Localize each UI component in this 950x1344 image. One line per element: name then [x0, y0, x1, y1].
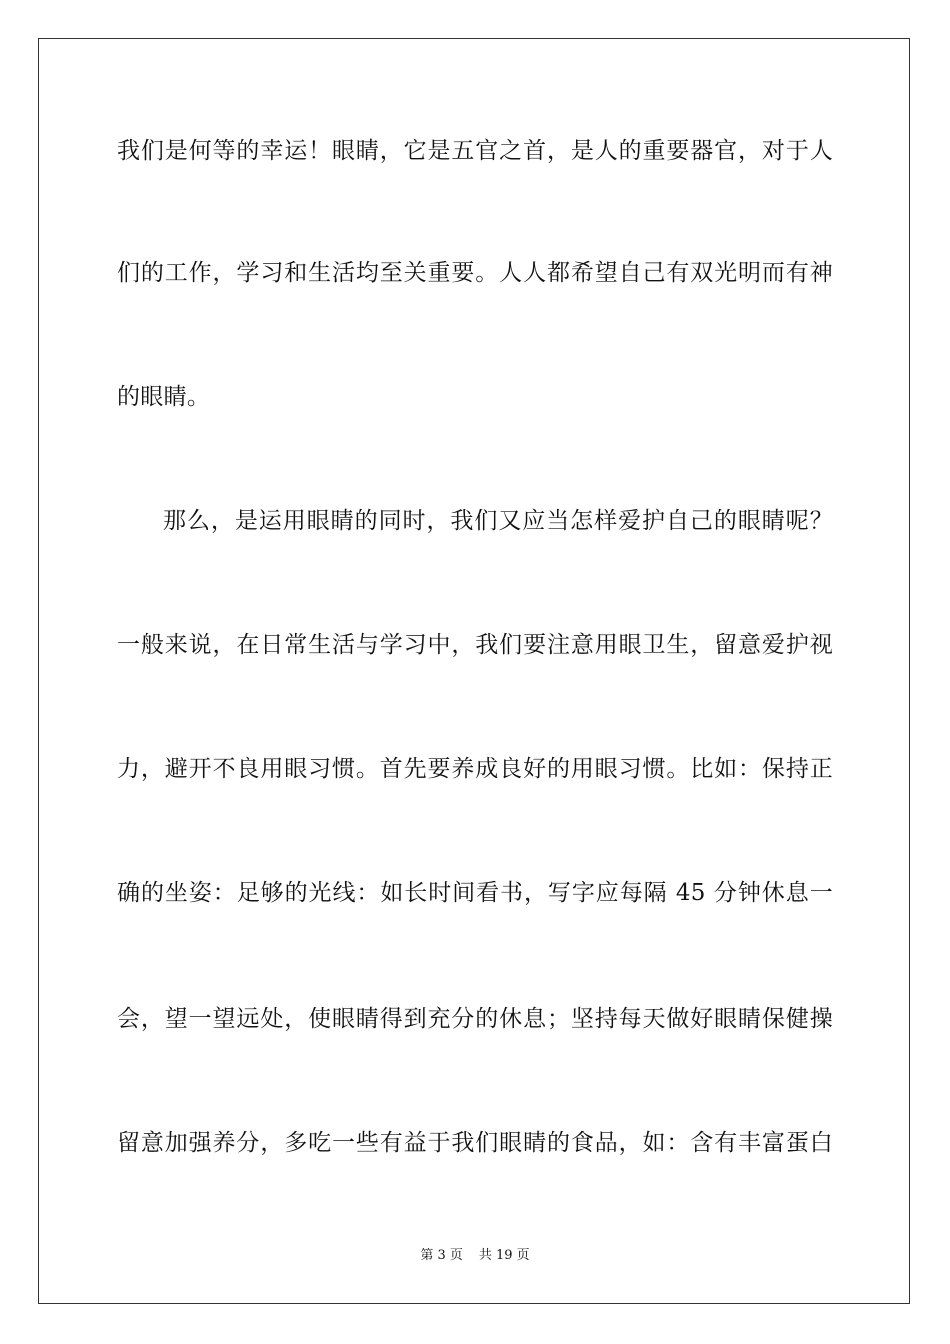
text-line-1: 我们是何等的幸运！眼睛，它是五官之首，是人的重要器官，对于人 [117, 138, 833, 164]
text-line-6: 力，避开不良用眼习惯。首先要养成良好的用眼习惯。比如：保持正 [117, 756, 833, 782]
text-line-9: 留意加强养分，多吃一些有益于我们眼睛的食品，如：含有丰富蛋白 [117, 1130, 833, 1156]
page-total: 共 19 页 [478, 1248, 530, 1263]
text-line-3: 的眼睛。 [117, 384, 211, 410]
text-line-7: 确的坐姿：足够的光线：如长时间看书，写字应每隔 45 分钟休息一 [117, 880, 833, 906]
text-line-4: 那么，是运用眼睛的同时，我们又应当怎样爱护自己的眼睛呢？ [163, 508, 833, 534]
text-line-2: 们的工作，学习和生活均至关重要。人人都希望自己有双光明而有神 [117, 260, 833, 286]
page-footer [0, 1248, 950, 1264]
text-line-5: 一般来说，在日常生活与学习中，我们要注意用眼卫生，留意爱护视 [117, 632, 833, 658]
page-frame [38, 38, 910, 1304]
page-number: 第 3 页 [420, 1248, 463, 1263]
text-line-8: 会，望一望远处，使眼睛得到充分的休息；坚持每天做好眼睛保健操 [117, 1006, 833, 1032]
